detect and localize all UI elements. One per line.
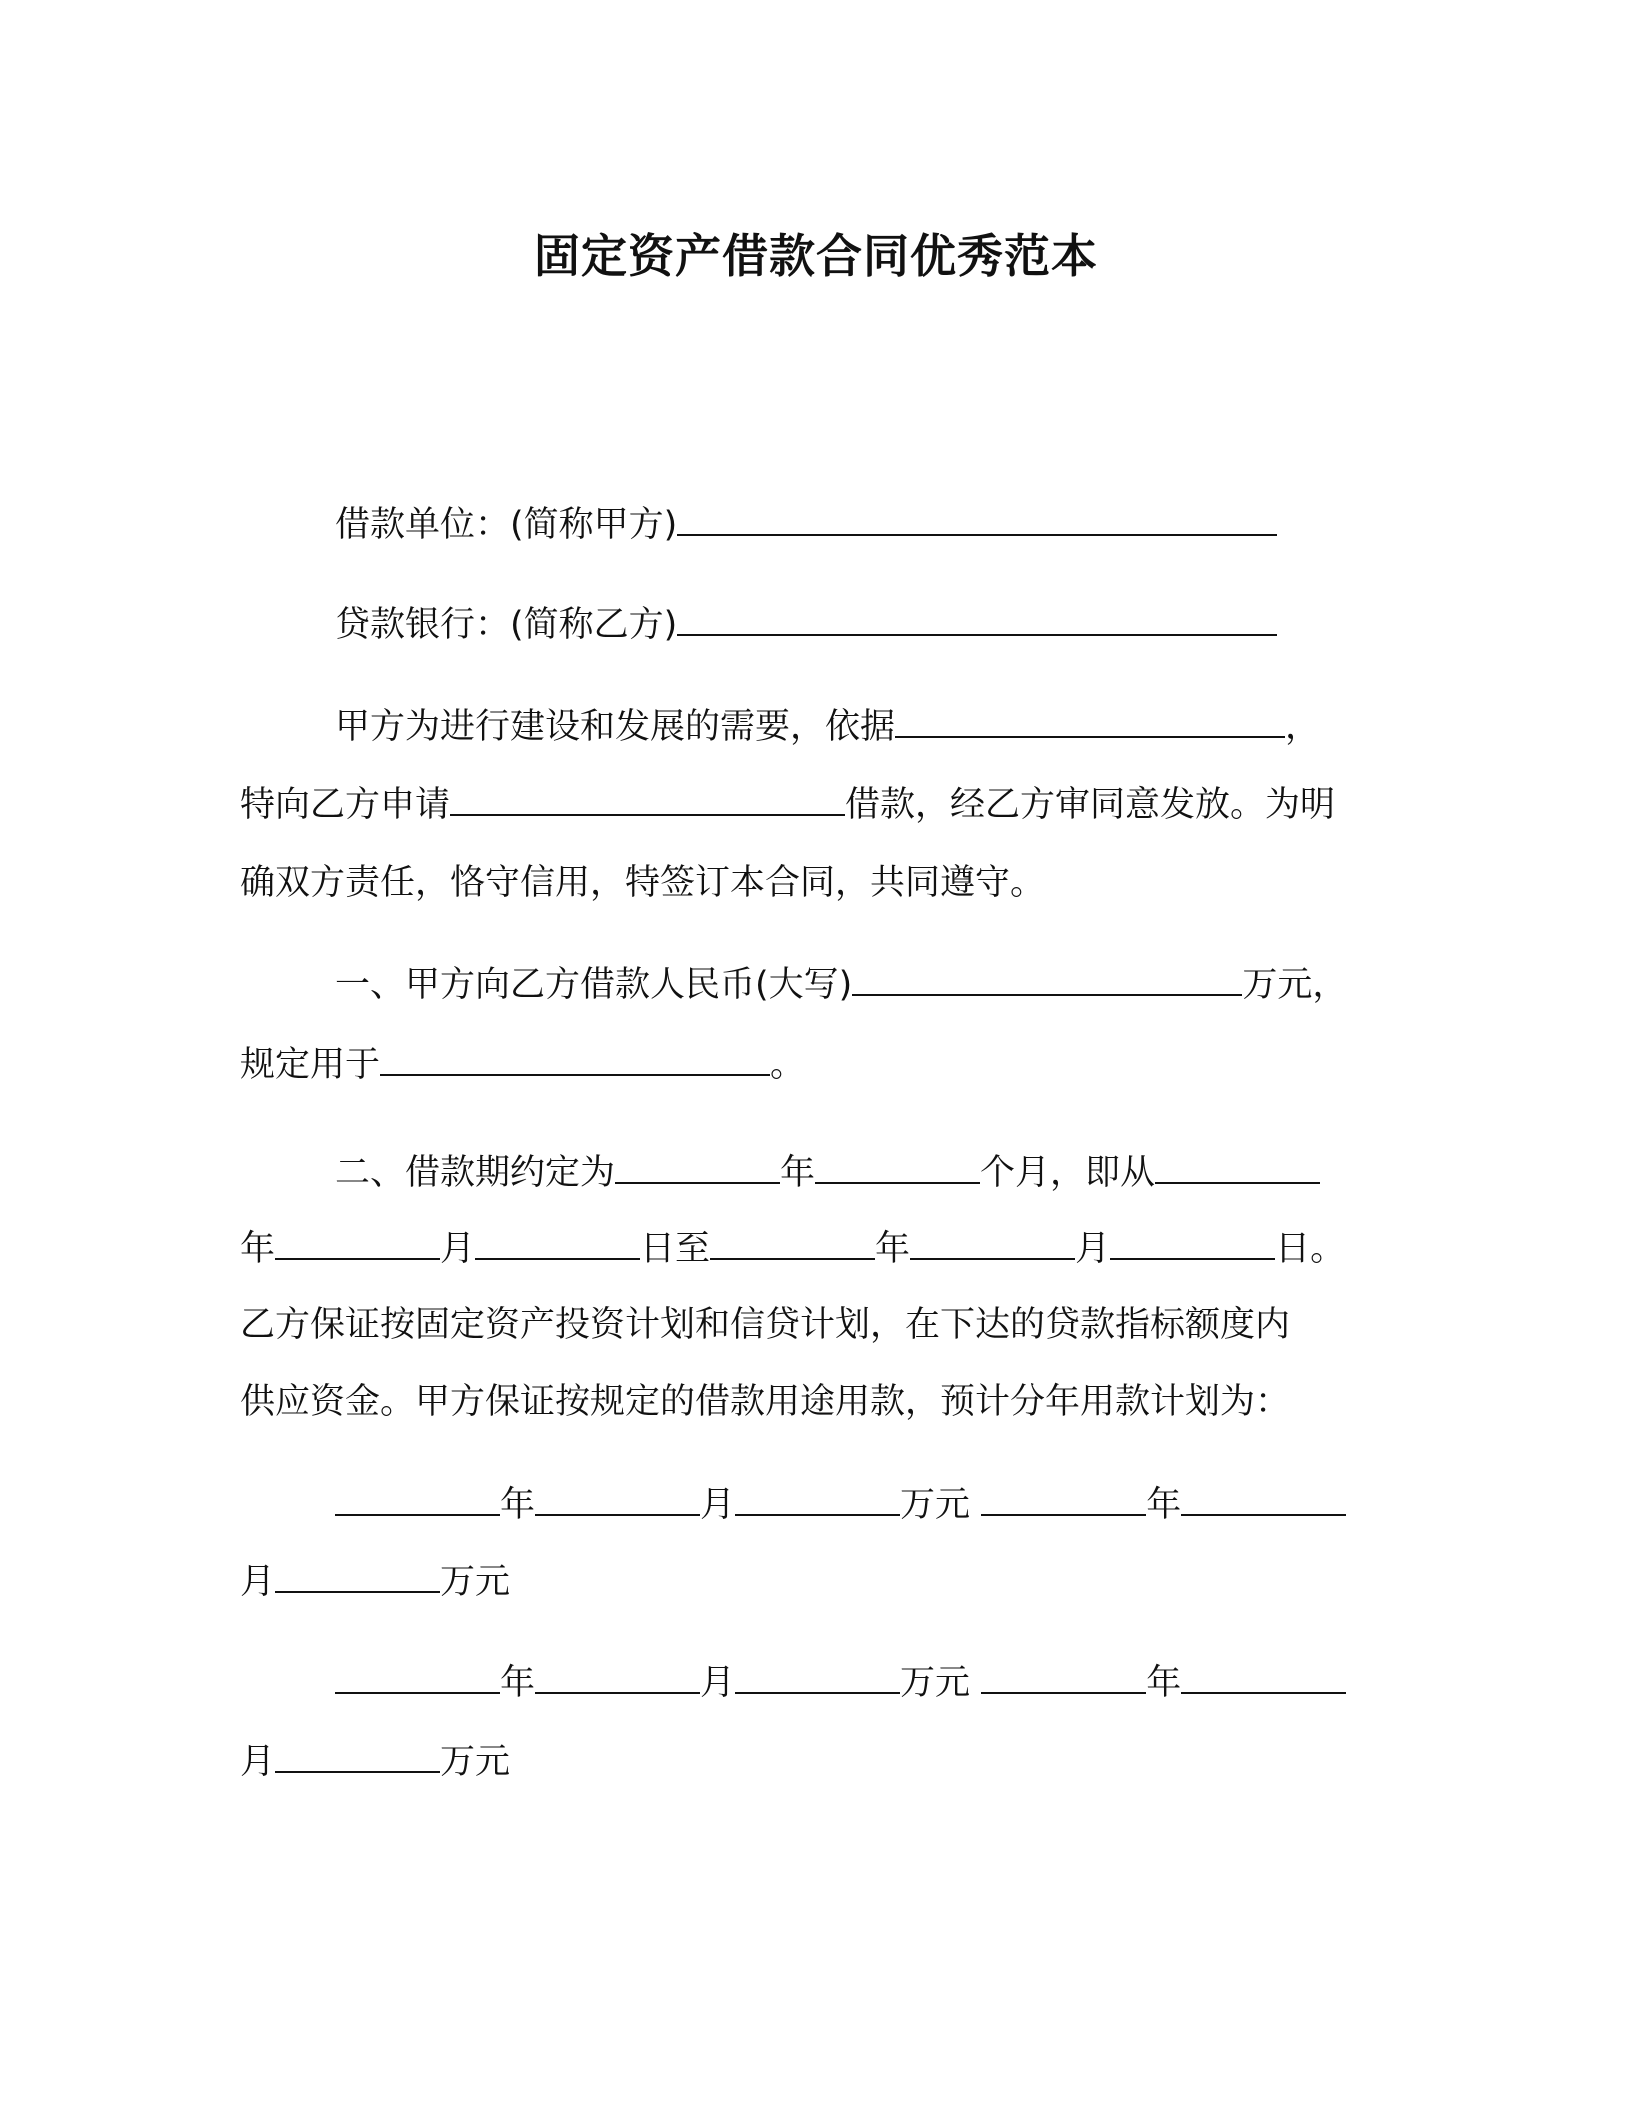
preamble-text-4: 确双方责任，恪守信用，特签订本合同，共同遵守。 (240, 863, 1046, 903)
clause2-text-3: 乙方保证按固定资产投资计划和信贷计划，在下达的贷款指标额度内 (240, 1305, 1291, 1345)
preamble-text-2: 特向乙方申请 (240, 785, 451, 825)
clause2-line-4 (240, 1377, 1400, 1427)
loan-type-blank[interactable] (450, 780, 845, 816)
plan4-year-label: 年 (1146, 1663, 1182, 1703)
plan4-amount-blank[interactable] (275, 1737, 440, 1773)
plan-row-1a (335, 1480, 1395, 1530)
clause2-line-2 (240, 1224, 1400, 1274)
period-years-blank[interactable] (615, 1148, 780, 1184)
clause1-text: 一、甲方向乙方借款人民币(大写) (335, 965, 853, 1005)
start-month-blank[interactable] (275, 1224, 440, 1260)
plan3-year-label: 年 (500, 1663, 536, 1703)
plan4-month-label: 月 (240, 1742, 276, 1782)
borrower-label: 借款单位：(简称甲方) (335, 505, 678, 545)
plan1-year-label: 年 (500, 1485, 536, 1525)
plan2-year-label: 年 (1146, 1485, 1182, 1525)
plan2-amount-blank[interactable] (275, 1557, 440, 1593)
plan2-amount-label: 万元 (440, 1562, 511, 1602)
plan2-year-blank[interactable] (981, 1480, 1146, 1516)
borrower-line (335, 500, 1395, 550)
plan4-year-blank[interactable] (981, 1658, 1146, 1694)
plan4-amount-label: 万元 (440, 1742, 511, 1782)
preamble-line-1 (335, 702, 1395, 752)
end-day-blank[interactable] (1110, 1224, 1275, 1260)
clause1-unit: 万元， (1242, 965, 1348, 1005)
clause2-line-1 (335, 1148, 1395, 1198)
clause1-line-2 (240, 1040, 1400, 1090)
plan3-month-blank[interactable] (535, 1658, 700, 1694)
plan3-year-blank[interactable] (335, 1658, 500, 1694)
end-day-label: 日。 (1275, 1229, 1346, 1269)
period-year-label: 年 (780, 1153, 816, 1193)
end-month-label: 月 (1075, 1229, 1111, 1269)
plan4-month-blank[interactable] (1181, 1658, 1346, 1694)
plan1-month-label: 月 (700, 1485, 736, 1525)
start-day-label: 日至 (640, 1229, 711, 1269)
purpose-blank[interactable] (380, 1040, 770, 1076)
start-day-blank[interactable] (475, 1224, 640, 1260)
plan3-month-label: 月 (700, 1663, 736, 1703)
plan-row-2a (335, 1658, 1395, 1708)
preamble-comma: ， (1285, 707, 1321, 747)
plan-row-1b (240, 1557, 1400, 1607)
period-months-blank[interactable] (815, 1148, 980, 1184)
plan1-month-blank[interactable] (535, 1480, 700, 1516)
preamble-line-2 (240, 780, 1400, 830)
period-months-label: 个月，即从 (980, 1153, 1156, 1193)
loan-amount-blank[interactable] (852, 960, 1242, 996)
end-year-label: 年 (875, 1229, 911, 1269)
plan1-amount-label: 万元 (900, 1485, 971, 1525)
clause2-text-4: 供应资金。甲方保证按规定的借款用途用款，预计分年用款计划为： (240, 1382, 1291, 1422)
start-month-label: 月 (440, 1229, 476, 1269)
plan3-amount-blank[interactable] (735, 1658, 900, 1694)
preamble-text-3: 借款，经乙方审同意发放。为明 (845, 785, 1336, 825)
plan2-month-blank[interactable] (1181, 1480, 1346, 1516)
basis-blank[interactable] (895, 702, 1285, 738)
borrower-blank[interactable] (677, 500, 1277, 536)
plan3-amount-label: 万元 (900, 1663, 971, 1703)
plan2-month-label: 月 (240, 1562, 276, 1602)
end-month-blank[interactable] (910, 1224, 1075, 1260)
lender-label: 贷款银行：(简称乙方) (335, 605, 678, 645)
preamble-text-1: 甲方为进行建设和发展的需要，依据 (335, 707, 896, 747)
plan1-amount-blank[interactable] (735, 1480, 900, 1516)
clause2-text: 二、借款期约定为 (335, 1153, 616, 1193)
end-year-blank[interactable] (710, 1224, 875, 1260)
lender-blank[interactable] (677, 600, 1277, 636)
purpose-label: 规定用于 (240, 1045, 381, 1085)
plan-row-2b (240, 1737, 1400, 1787)
start-year-blank[interactable] (1155, 1148, 1320, 1184)
preamble-line-3 (240, 858, 1400, 908)
lender-line (335, 600, 1395, 650)
start-year-label: 年 (240, 1229, 276, 1269)
plan1-year-blank[interactable] (335, 1480, 500, 1516)
clause2-line-3 (240, 1300, 1400, 1350)
purpose-period: 。 (770, 1045, 806, 1085)
document-title: 固定资产借款合同优秀范本 (534, 229, 1098, 283)
clause1-line-1 (335, 960, 1395, 1010)
